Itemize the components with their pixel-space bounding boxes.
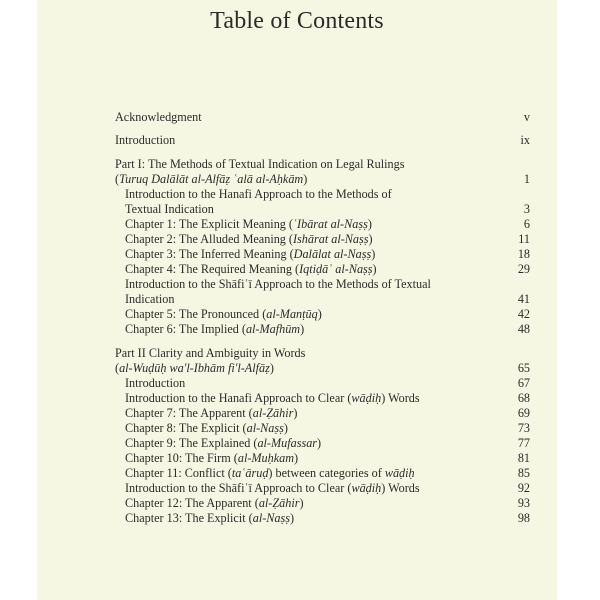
toc-entry-page: v (523, 110, 530, 124)
toc-entry-page: 41 (517, 292, 530, 306)
toc-list (37, 0, 557, 600)
toc-entry-page: 73 (517, 421, 530, 435)
toc-entry-page: 11 (518, 232, 530, 246)
toc-entry-title: Textual Indication (125, 202, 214, 216)
toc-entry-title: Chapter 6: The Implied (al-Mafhūm) (125, 322, 305, 336)
toc-entry-title: Introduction (115, 133, 176, 147)
toc-entry-title: Chapter 13: The Explicit (al-Naṣṣ) (125, 511, 295, 525)
toc-entry-page: 93 (517, 496, 530, 510)
toc-entry-page: 69 (517, 406, 530, 420)
toc-entry-title: Introduction to the Hanafi Approach to Clear (wāḍiḥ) Words (125, 391, 420, 405)
toc-entry-title: Chapter 2: The Alluded Meaning (Ishārat al-Naṣṣ) (125, 232, 373, 246)
toc-entry-title: Indication (125, 292, 175, 306)
toc-entry-page: 1 (523, 172, 530, 186)
toc-entry-page: 29 (517, 262, 530, 276)
toc-entry-page: 77 (517, 436, 530, 450)
toc-entry-title: Introduction to the Hanafi Approach to the Methods of (125, 187, 392, 201)
toc-entry-title: Chapter 1: The Explicit Meaning (ʿIbārat al-Naṣṣ) (125, 217, 372, 231)
toc-entry-title: Chapter 7: The Apparent (al-Ẓāhir) (125, 406, 298, 420)
toc-entry-title: Chapter 12: The Apparent (al-Ẓāhir) (125, 496, 304, 510)
toc-entry-page: 92 (517, 481, 530, 495)
toc-entry-title: Introduction to the Shāfiʿī Approach to Clear (wāḍiḥ) Words (125, 481, 420, 495)
toc-entry-title: (al-Wuḍūḥ wa'l-Ibhām fi'l-Alfāẓ) (115, 361, 274, 375)
toc-entry-page: 68 (517, 391, 530, 405)
toc-entry-page: 42 (517, 307, 530, 321)
toc-entry-title: (Turuq Dalālāt al-Alfāẓ ʿalā al-Aḥkām) (115, 172, 308, 186)
toc-entry (37, 132, 557, 149)
toc-entry-title: Acknowledgment (115, 110, 202, 124)
toc-entry-title: Part I: The Methods of Textual Indication on Legal Rulings (115, 157, 405, 171)
book-page (37, 0, 557, 600)
toc-entry-title: Introduction to the Shāfiʿī Approach to the Methods of Textual (125, 277, 431, 291)
toc-entry-title: Chapter 8: The Explicit (al-Naṣṣ) (125, 421, 288, 435)
toc-entry-page: 6 (523, 217, 530, 231)
toc-entry-page: 48 (517, 322, 530, 336)
toc-entry-title: Introduction (125, 376, 186, 390)
toc-entry-title: Chapter 9: The Explained (al-Mufassar) (125, 436, 322, 450)
toc-entry-title: Chapter 10: The Firm (al-Muḥkam) (125, 451, 299, 465)
toc-entry-page: 67 (517, 376, 530, 390)
toc-entry-page: 85 (517, 466, 530, 480)
toc-entry-page: 3 (523, 202, 530, 216)
toc-entry-page: 65 (517, 361, 530, 375)
toc-entry-title: Chapter 4: The Required Meaning (Iqtiḍāʾ al-Naṣṣ) (125, 262, 377, 276)
toc-entry (37, 109, 557, 126)
toc-entry-page: 18 (517, 247, 530, 261)
toc-entry-page: 98 (517, 511, 530, 525)
toc-entry (37, 510, 557, 527)
toc-entry (37, 321, 557, 338)
toc-entry-title: Chapter 5: The Pronounced (al-Manṭūq) (125, 307, 322, 321)
toc-entry-page: 81 (517, 451, 530, 465)
toc-entry-title: Chapter 3: The Inferred Meaning (Dalālat al-Naṣṣ) (125, 247, 376, 261)
toc-entry-title: Part II Clarity and Ambiguity in Words (115, 346, 306, 360)
toc-entry-page: ix (520, 133, 530, 147)
page-title: Table of Contents (210, 8, 384, 34)
toc-entry-title: Chapter 11: Conflict (taʿāruḍ) between categories of wāḍiḥ (125, 466, 415, 480)
